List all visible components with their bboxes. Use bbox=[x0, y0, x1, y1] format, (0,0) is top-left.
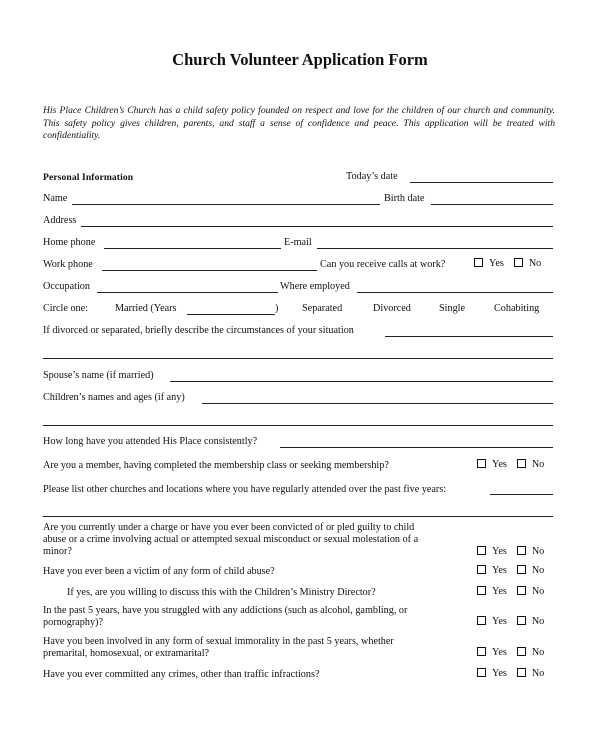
no-checkbox[interactable] bbox=[517, 459, 526, 468]
member-options bbox=[477, 459, 544, 470]
yes-label: Yes bbox=[492, 586, 507, 597]
where-employed-label: Where employed bbox=[280, 281, 350, 292]
home-phone-field[interactable] bbox=[104, 248, 281, 249]
no-label: No bbox=[531, 586, 545, 597]
no-checkbox[interactable] bbox=[517, 616, 526, 625]
yes-checkbox[interactable] bbox=[477, 459, 486, 468]
other-churches-field-2[interactable] bbox=[43, 516, 553, 517]
spouse-name-label: Spouse’s name (if married) bbox=[43, 370, 154, 381]
address-field[interactable] bbox=[81, 226, 553, 227]
no-label: No bbox=[531, 616, 545, 627]
yes-checkbox[interactable] bbox=[477, 647, 486, 656]
no-checkbox[interactable] bbox=[517, 668, 526, 677]
married-option-label[interactable]: Married (Years bbox=[115, 303, 177, 314]
victim-question: Have you ever been a victim of any form of child abuse? bbox=[43, 566, 275, 577]
email-label: E-mail bbox=[284, 237, 312, 248]
separated-option[interactable]: Separated bbox=[302, 303, 343, 314]
birth-date-label: Birth date bbox=[384, 193, 425, 204]
no-label: No bbox=[531, 647, 545, 658]
yes-checkbox[interactable] bbox=[477, 616, 486, 625]
work-phone-label: Work phone bbox=[43, 259, 93, 270]
yes-checkbox[interactable] bbox=[474, 258, 483, 267]
no-label: No bbox=[531, 459, 545, 470]
cohabiting-option[interactable]: Cohabiting bbox=[494, 303, 540, 314]
todays-date-field[interactable] bbox=[410, 182, 553, 183]
yes-label: Yes bbox=[489, 258, 504, 269]
yes-label: Yes bbox=[492, 565, 507, 576]
no-label: No bbox=[531, 565, 545, 576]
no-label: No bbox=[528, 258, 542, 269]
form-title: Church Volunteer Application Form bbox=[172, 50, 428, 69]
no-checkbox[interactable] bbox=[517, 565, 526, 574]
other-churches-field[interactable] bbox=[490, 494, 553, 495]
attended-field[interactable] bbox=[280, 447, 553, 448]
yes-label: Yes bbox=[492, 616, 507, 627]
name-label: Name bbox=[43, 193, 68, 204]
single-option[interactable]: Single bbox=[439, 303, 466, 314]
charge-options bbox=[477, 546, 544, 557]
home-phone-label: Home phone bbox=[43, 237, 96, 248]
divorced-option[interactable]: Divorced bbox=[373, 303, 411, 314]
immorality-question: Have you been involved in any form of sexual immorality in the past 5 years, whether premarital, homosexual, or extramarital? bbox=[43, 636, 394, 659]
yes-checkbox[interactable] bbox=[477, 586, 486, 595]
children-field-2[interactable] bbox=[43, 425, 553, 426]
yes-label: Yes bbox=[492, 546, 507, 557]
where-employed-field[interactable] bbox=[357, 292, 553, 293]
addictions-question: In the past 5 years, have you struggled with any addictions (such as alcohol, gambling, or pornography)? bbox=[43, 605, 408, 628]
crimes-options bbox=[477, 668, 544, 679]
circle-one-label: Circle one: bbox=[43, 303, 88, 314]
yes-checkbox[interactable] bbox=[477, 668, 486, 677]
todays-date-label: Today’s date bbox=[346, 171, 398, 182]
married-close-paren: ) bbox=[275, 303, 279, 314]
married-years-field[interactable] bbox=[187, 314, 275, 315]
immorality-options bbox=[477, 647, 544, 658]
discuss-question: If yes, are you willing to discuss this with the Children’s Ministry Director? bbox=[67, 587, 376, 598]
addictions-options bbox=[477, 616, 544, 627]
yes-label: Yes bbox=[492, 459, 507, 470]
no-label: No bbox=[531, 668, 545, 679]
calls-at-work-options bbox=[474, 258, 541, 269]
victim-options bbox=[477, 565, 544, 576]
no-checkbox[interactable] bbox=[517, 586, 526, 595]
other-churches-label: Please list other churches and locations where you have regularly attended over the past five years: bbox=[43, 484, 447, 495]
attended-label: How long have you attended His Place consistently? bbox=[43, 436, 258, 447]
discuss-options bbox=[477, 586, 544, 597]
divorce-describe-label: If divorced or separated, briefly describe the circumstances of your situation bbox=[43, 325, 354, 336]
children-label: Children’s names and ages (if any) bbox=[43, 392, 185, 403]
no-checkbox[interactable] bbox=[514, 258, 523, 267]
spouse-name-field[interactable] bbox=[170, 381, 553, 382]
calls-at-work-label: Can you receive calls at work? bbox=[320, 259, 446, 270]
no-checkbox[interactable] bbox=[517, 647, 526, 656]
divorce-describe-field-2[interactable] bbox=[43, 358, 553, 359]
yes-label: Yes bbox=[492, 647, 507, 658]
work-phone-field[interactable] bbox=[102, 270, 317, 271]
email-field[interactable] bbox=[317, 248, 553, 249]
yes-label: Yes bbox=[492, 668, 507, 679]
intro-paragraph: His Place Children’s Church has a child safety policy founded on respect and love for the children of our church and community. This safety policy gives children, parents, and staff a sense of confidence and peace. This application will be treated with confidentiality. bbox=[43, 105, 555, 141]
name-field[interactable] bbox=[72, 204, 380, 205]
no-checkbox[interactable] bbox=[517, 546, 526, 555]
member-label: Are you a member, having completed the membership class or seeking membership? bbox=[43, 460, 389, 471]
yes-checkbox[interactable] bbox=[477, 565, 486, 574]
section-personal-information: Personal Information bbox=[43, 172, 134, 183]
crimes-question: Have you ever committed any crimes, other than traffic infractions? bbox=[43, 669, 320, 680]
address-label: Address bbox=[43, 215, 77, 226]
yes-checkbox[interactable] bbox=[477, 546, 486, 555]
divorce-describe-field[interactable] bbox=[385, 336, 553, 337]
no-label: No bbox=[531, 546, 545, 557]
occupation-field[interactable] bbox=[97, 292, 278, 293]
children-field[interactable] bbox=[202, 403, 553, 404]
charge-question: Are you currently under a charge or have you ever been convicted of or pled guilty to child abuse or a crime involving actual or attempted sexual misconduct or sexual molestation of a minor? bbox=[43, 522, 419, 557]
birth-date-field[interactable] bbox=[431, 204, 553, 205]
occupation-label: Occupation bbox=[43, 281, 90, 292]
